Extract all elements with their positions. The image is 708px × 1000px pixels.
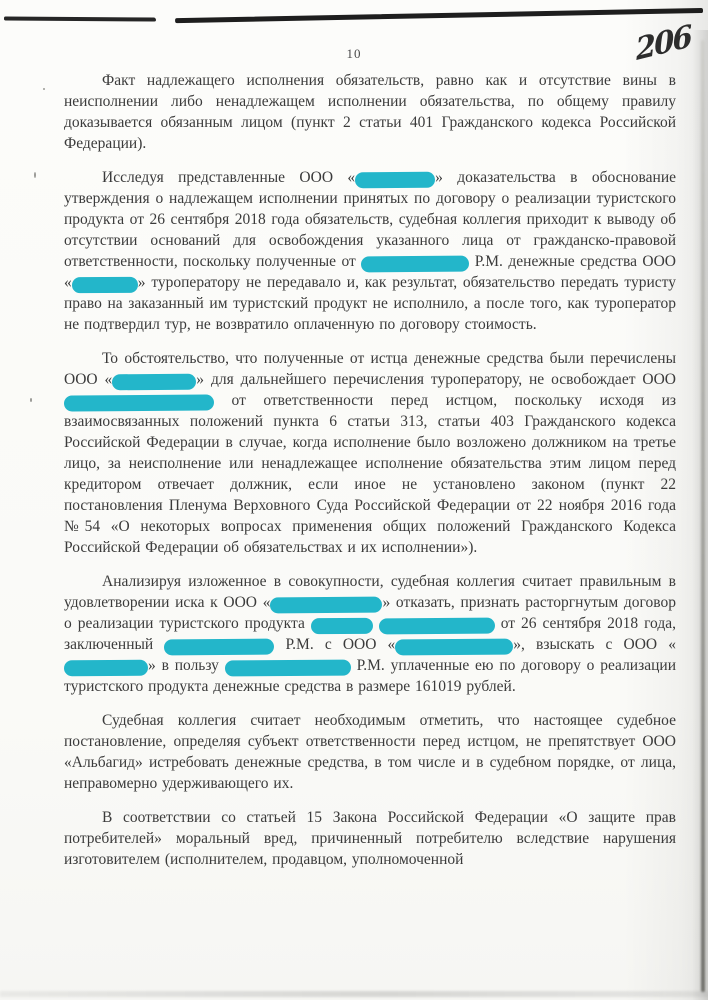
document-body xyxy=(64,70,676,883)
scan-speck xyxy=(30,398,32,402)
redaction-mark xyxy=(395,639,513,656)
page-edge-shadow-right xyxy=(692,30,708,1000)
scan-speck xyxy=(43,88,45,90)
paragraph: Судебная коллегия считает необходимым отметить, что настоящее судебное постановление, определяя субъект ответственности перед истцом, не препятствует ООО «Альбагид» истребовать денежные средства, в том числе и в судебном порядке, от лица, неправомерно удерживающего их. xyxy=(64,712,676,792)
paragraph: Факт надлежащего исполнения обязательств, равно как и отсутствие вины в неисполнении либо ненадлежащем исполнении обязательства, по общему правилу доказывается обязанным лицом (пункт 2 статьи 401 Гражданского кодекса Российской Федерации). xyxy=(64,72,676,152)
page-edge-shadow-bottom xyxy=(0,991,708,997)
paragraph: Анализируя изложенное в совокупности, судебная коллегия считает правильным в удовлетворении иска к ООО « » отказать, признать расторгнутым договор о реализации туристского продукта от 26 сентября 2018 года, заключенный Р.М. с ООО « », взыскать с ООО «» в пользу Р.М. уплаченные ею по договору о реализации туристского продукта денежные средства в размере 161019 рублей. xyxy=(64,573,676,695)
redaction-mark xyxy=(64,660,148,677)
redaction-mark xyxy=(164,639,274,656)
redaction-mark xyxy=(112,374,196,391)
redaction-mark xyxy=(311,618,373,634)
page-edge-line-right xyxy=(701,40,705,992)
redaction-mark xyxy=(355,172,435,189)
handwritten-page-mark: 206 xyxy=(634,18,693,69)
paragraph: В соответствии со статьей 15 Закона Российской Федерации «О защите прав потребителей» моральный вред, причиненный потребителю вследствие нарушения изготовителем (исполнителем, продавцом, уполномоченной xyxy=(64,809,676,868)
scan-artifact-top-line-left xyxy=(4,16,156,21)
page-number: 10 xyxy=(346,46,362,61)
scan-speck xyxy=(34,172,36,178)
paragraph: Исследуя представленные ООО « » доказательства в обоснование утверждения о надлежащем исполнении принятых по договору о реализации туристского продукта от 26 сентября 2018 года обязательств, судебная коллегия приходит к выводу об отсутствии оснований для освобождения указанного лица от гражданско-правовой ответственности, поскольку полученные от Р.М. денежные средства ООО « » туроператору не передавало и, как результат, обязательство передать туристу право на заказанный им туристский продукт не исполнило, а после того, как туроператор не подтвердил тур, не возвратило оплаченную по договору стоимость. xyxy=(64,169,677,333)
paragraph: То обстоятельство, что полученные от истца денежные средства были перечислены ООО « » для дальнейшего перечисления туроператору, не освобождает ООО от ответственности перед истцом, поскольку исходя из взаимосвязанных положений пункта 6 статьи 313, статьи 403 Гражданского кодекса Российской Федерации в случае, когда исполнение было возложено должником на третье лицо, за неисполнение или ненадлежащее исполнение обязательства этим лицом перед кредитором отвечает должник, если иное не установлено законом (пункт 22 постановления Пленума Верховного Суда Российской Федерации от 22 ноября 2016 года №54 «О некоторых вопросах применения общих положений Гражданского Кодекса Российской Федерации об обязательствах и их исполнении»). xyxy=(64,350,676,556)
scan-artifact-top-line-right xyxy=(175,8,703,23)
redaction-mark xyxy=(270,597,382,614)
redaction-mark xyxy=(64,394,214,411)
redaction-mark xyxy=(225,660,351,677)
redaction-mark xyxy=(72,277,138,293)
redaction-mark xyxy=(379,618,495,635)
redaction-mark xyxy=(361,256,469,273)
